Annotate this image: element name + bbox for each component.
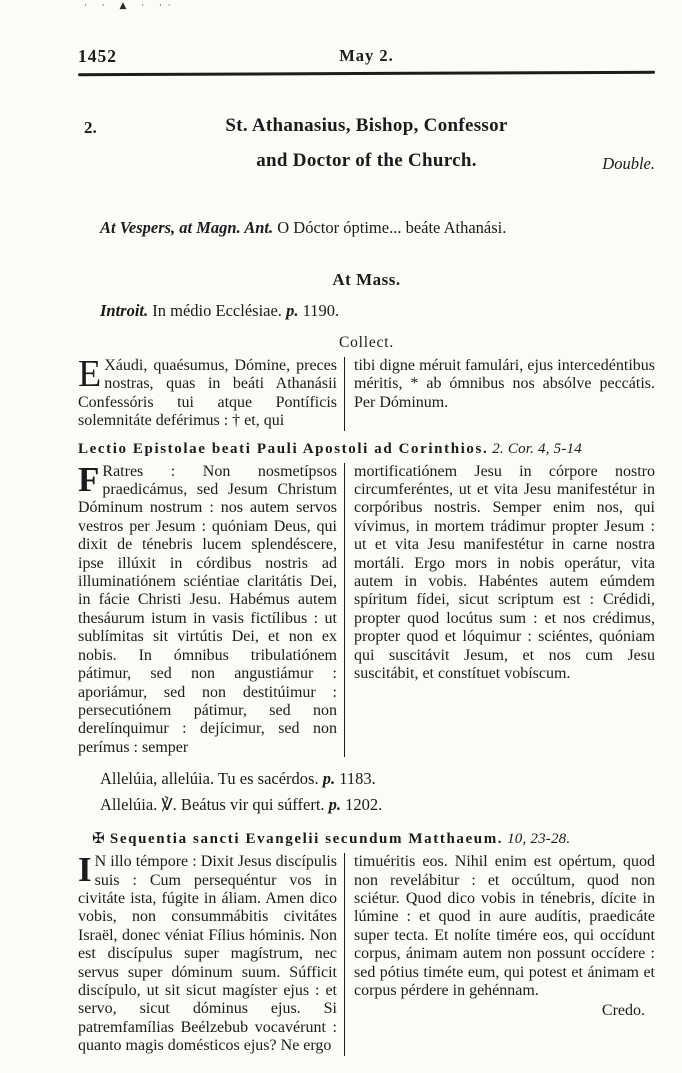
epistle-columns xyxy=(78,459,655,758)
header-rule xyxy=(78,71,655,77)
alleluia-line-2 xyxy=(78,795,655,815)
gospel-left-column xyxy=(78,850,344,1055)
epistle-initial: F xyxy=(78,459,100,499)
feast-rank: Double. xyxy=(602,154,655,173)
alleluia-1-page-label: p. xyxy=(322,769,336,789)
collect-heading: Collect. xyxy=(338,334,395,351)
feast-title-line2: and Doctor of the Church. xyxy=(256,150,477,171)
page-content xyxy=(78,0,655,1056)
gospel-heading: Sequentia sancti Evangelii secundum Matthaeum. xyxy=(104,831,504,848)
epistle-left-text: Ratres : Non nosmetípsos praedicámus, sed Jesum Christum Dóminum nostrum : nos autem servos vestros per Jesum : quóniam Deus, qui dixit de ténebris lucem splendéscere, ipse illúxit in córdibus nostris ad illuminatiónem sciéntiae claritátis Dei, in fácie Christi Jesu. Habémus autem thesáurum istum in vasis fictílibus : ut sublímitas sit virtútis Dei, et non ex nobis. In ómnibus tribulatiónem pátimur, sed non angustiámur : aporiámur, sed non destitúimur : persecutiónem pátimur, sed non derelínquimur : dejícimur, sed non perímus : semper xyxy=(78,462,337,756)
collect-left-text: Xáudi, quaésumus, Dómine, preces nostras, quas in beáti Athanásii Confessóris tui atque Pontíficis solemnitáte deférimus : † et, qui xyxy=(78,357,337,430)
running-head-date: May 2. xyxy=(339,46,394,65)
gospel-columns xyxy=(78,850,655,1055)
alleluia-2-page-label: p. xyxy=(328,795,342,815)
alleluia-2-page-number: 1202. xyxy=(341,795,383,815)
epistle-left-column xyxy=(78,459,344,758)
collect-right-column xyxy=(344,357,655,431)
day-number: 2. xyxy=(84,118,97,137)
introit-label: Introit. xyxy=(100,301,149,320)
gospel-right-column xyxy=(344,853,655,1055)
alleluia-line-1 xyxy=(78,769,655,789)
cross-icon: ✠ xyxy=(92,829,105,848)
credo-note: Credo. xyxy=(601,1002,645,1020)
gospel-reference: 10, 23-28. xyxy=(503,831,571,848)
introit-text: In médio Ecclésiae. xyxy=(148,301,287,320)
alleluia-1-text: Allelúia, allelúia. Tu es sacérdos. xyxy=(100,769,323,789)
collect-left-column xyxy=(78,353,344,431)
introit-page-number: 1190. xyxy=(298,301,340,320)
collect-right-text: tibi digne méruit famulári, ejus intercedéntibus méritis, * ab ómnibus nos absólve peccátis. Per Dóminum. xyxy=(354,357,655,411)
collect-columns xyxy=(78,353,655,431)
introit-page-label: p. xyxy=(286,301,299,320)
epistle-reference: 2. Cor. 4, 5-14 xyxy=(488,440,582,457)
feast-title-line1: St. Athanasius, Bishop, Confessor xyxy=(225,115,508,136)
feast-title-block xyxy=(78,115,655,172)
gospel-right-text: timuéritis eos. Nihil enim est opértum, quod non revelábitur : et occúltum, quod non sciétur. Quod dico vobis in ténebris, dícite in lúmine : et quod in aure audítis, praedicáte super tecta. Et nolíte timére eos, qui occídunt corpus, ánimam autem non possunt occídere : sed pótius timéte eum, qui potest et ánimam et corpus pérdere in gehénnam. xyxy=(354,853,655,999)
epistle-heading-line xyxy=(78,441,655,458)
vespers-line xyxy=(78,218,655,238)
gospel-initial: I xyxy=(78,850,92,890)
alleluia-2-text: Allelúia. ℣. Beátus vir qui súffert. xyxy=(100,795,329,815)
vespers-text: O Dóctor óptime... beáte Athanási. xyxy=(273,218,507,237)
collect-initial: E xyxy=(78,353,102,395)
gospel-left-text: N illo témpore : Dixit Jesus discípulis suis : Cum persequéntur vos in civitáte ista, fúgite in áliam. Amen dico vobis, non consummábitis civitátes Israël, donec véniat Fílius hóminis. Non est discípulus super magístrum, nec servus super dóminum suum. Súfficit discípulo, ut sit sicut magíster ejus : et servo, sicut dóminus ejus. Si patremfamílias Beélzebub vocavérunt : quanto magis domésticos ejus? Ne ergo xyxy=(78,853,337,1055)
scan-specks: · · ▲ · ·· xyxy=(84,1,177,11)
epistle-right-text: mortificatiónem Jesu in córpore nostro circumferéntes, ut et vita Jesu manifestétur in corpóribus nostris. Semper enim nos, qui vívimus, in mortem trádimur propter Jesum : ut et vita Jesu manifestétur in carne nostra mortáli. Ergo mors in nobis operátur, vita autem in vobis. Habéntes autem eúmdem spíritum fídei, sicut scriptum est : Crédidi, propter quod locútus sum : et nos crédimus, propter quod et lóquimur : sciéntes, quóniam qui suscitávit Jesum, et nos cum Jesu suscitábit, et constítuet vobíscum. xyxy=(354,462,655,683)
vespers-rubric: At Vespers, at Magn. Ant. xyxy=(100,218,274,237)
epistle-right-column xyxy=(344,463,655,758)
running-head xyxy=(78,46,655,68)
alleluia-1-page-number: 1183. xyxy=(335,769,376,789)
introit-line xyxy=(78,301,655,321)
at-mass-heading: At Mass. xyxy=(332,270,401,289)
page-number: 1452 xyxy=(78,46,117,66)
epistle-heading: Lectio Epistolae beati Pauli Apostoli ad Corinthios. xyxy=(78,440,489,457)
gospel-heading-line xyxy=(78,829,655,848)
